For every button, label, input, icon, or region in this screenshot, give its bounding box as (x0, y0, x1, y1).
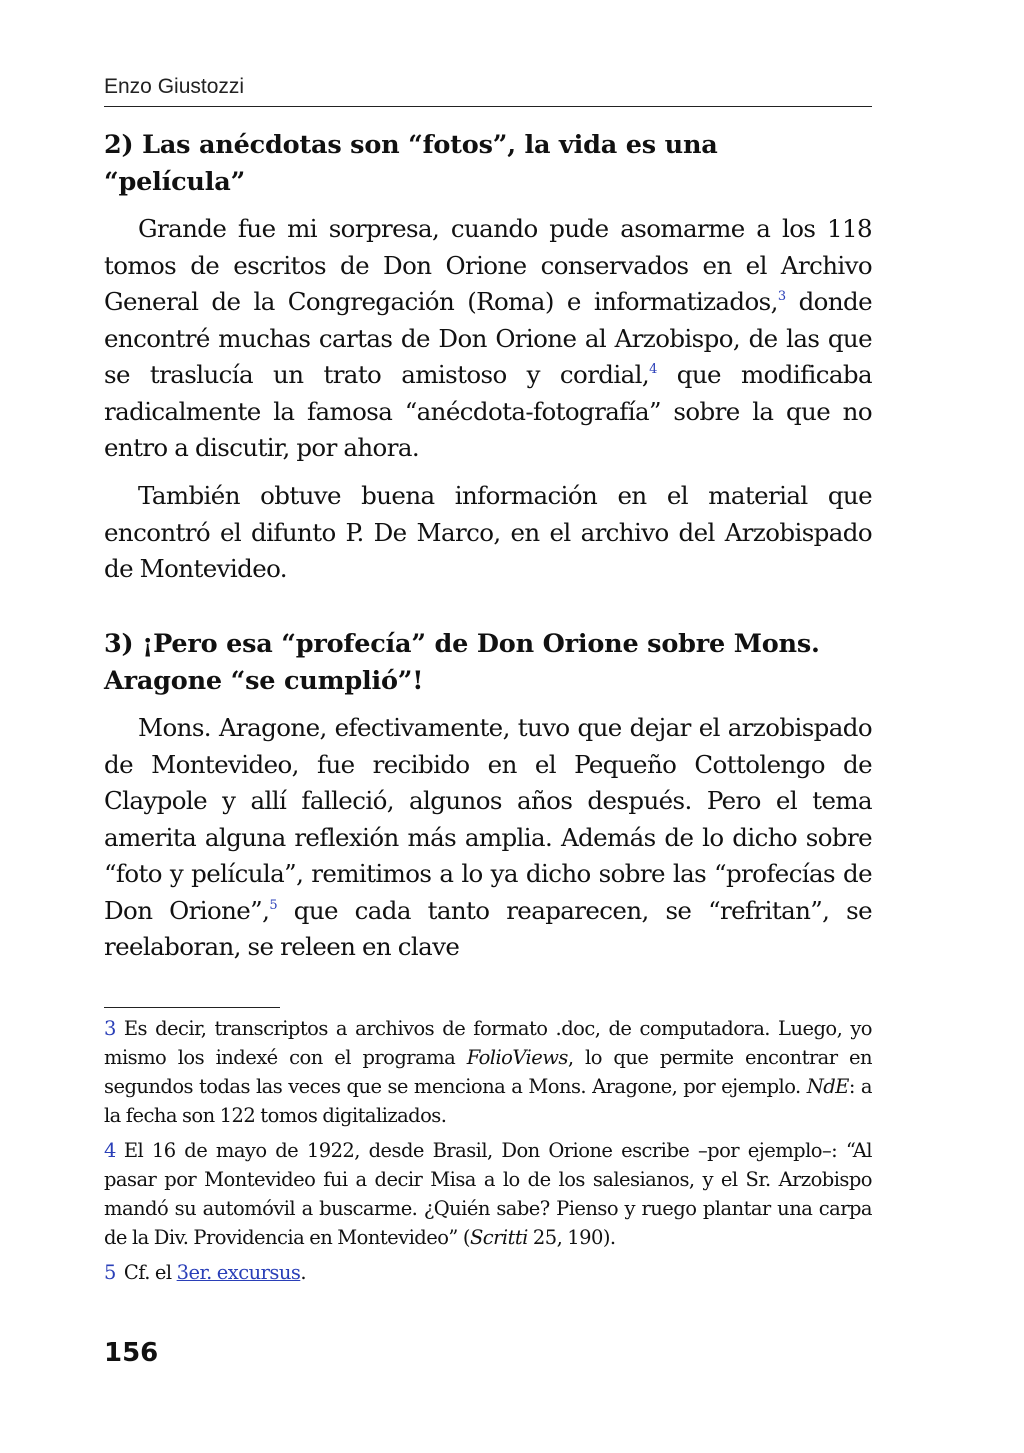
footnote-4 (104, 1136, 872, 1252)
excursus-link[interactable]: 3er. excursus (176, 1261, 301, 1284)
paragraph-text: Mons. Aragone, efectivamente, tuvo que dejar el arzobispado de Montevideo, fue recibido en el Pequeño Cottolengo de Claypole y allí falleció, algunos años después. Pero el tema amerita alguna reflexión más amplia. Además de lo dicho sobre “foto y película”, remitimos a lo ya dicho sobre las “profecías de Don Orione”, (104, 713, 872, 925)
footnote-ref-5[interactable]: 5 (269, 897, 277, 913)
footnote-italic: Scritti (469, 1226, 528, 1249)
footnote-text: : a la fecha son 122 tomos digitalizados. (104, 1075, 872, 1127)
paragraph-text: Grande fue mi sorpresa, cuando pude asomarme a los 118 tomos de escritos de Don Orione conservados en el Archivo General de la Congregación (Roma) e informatizados, (104, 214, 872, 316)
footnote-italic: NdE (806, 1075, 849, 1098)
footnote-italic: FolioViews (466, 1046, 568, 1069)
section-3-heading-line1: 3) ¡Pero esa “profecía” de Don Orione sobre Mons. (104, 629, 820, 659)
footnote-number[interactable]: 3 (104, 1017, 116, 1040)
footnote-divider (104, 1007, 280, 1008)
footnote-5 (104, 1258, 872, 1287)
paragraph-text: donde encontré muchas cartas de Don Orione al Arzobispo, de las que se traslucía un trato amistoso y cordial, (104, 287, 872, 389)
footnote-number[interactable]: 4 (104, 1139, 116, 1162)
section-3 (104, 626, 872, 700)
section-3-heading-line2: Aragone “se cumplió”! (104, 666, 424, 696)
footnote-ref-3[interactable]: 3 (777, 289, 786, 304)
running-header (104, 74, 872, 107)
section-2-heading (104, 127, 872, 201)
footnote-text: , lo que permite encontrar en segundos todas las veces que se menciona a Mons. Aragone, por ejemplo. (104, 1046, 872, 1098)
section-2 (104, 127, 872, 201)
page-number: 156 (104, 1338, 159, 1368)
paragraph-text: que cada tanto reaparecen, se “refritan”, se reelaboran, se releen en clave (104, 895, 872, 961)
footnote-text: Cf. el (123, 1261, 177, 1284)
footnote-text: El 16 de mayo de 1922, desde Brasil, Don Orione escribe –por ejemplo–: “Al pasar por Montevideo fui a decir Misa a lo de los salesianos, y el Sr. Arzobispo mandó su automóvil a buscarme. ¿Quién sabe? Pienso y ruego plantar una carpa de la Div. Providencia en Montevideo” ( (104, 1139, 872, 1249)
footnotes (104, 1014, 872, 1293)
footnote-text: 25, 190). (527, 1226, 616, 1249)
paragraph-text: que modificaba radicalmente la famosa “anécdota-fotografía” sobre la que no entro a discutir, por ahora. (104, 360, 872, 462)
header-author: Enzo Giustozzi (104, 75, 245, 98)
footnote-text: . (300, 1261, 306, 1284)
footnote-ref-4[interactable]: 4 (649, 362, 657, 377)
section-3-paragraph-1 (104, 710, 872, 966)
section-2-paragraph-2 (104, 478, 872, 588)
footnote-number[interactable]: 5 (104, 1261, 116, 1284)
section-2-heading-line2: “película” (104, 167, 246, 197)
section-2-paragraph-1 (104, 211, 872, 467)
footnote-text: Es decir, transcriptos a archivos de formato .doc, de computadora. Luego, yo mismo los indexé con el programa (104, 1017, 872, 1069)
section-2-heading-line1: 2) Las anécdotas son “fotos”, la vida es una (104, 130, 718, 160)
paragraph-text: También obtuve buena información en el material que encontró el difunto P. De Marco, en el archivo del Arzobispado de Montevideo. (104, 481, 872, 583)
footnote-3 (104, 1014, 872, 1130)
section-3-heading (104, 626, 872, 700)
